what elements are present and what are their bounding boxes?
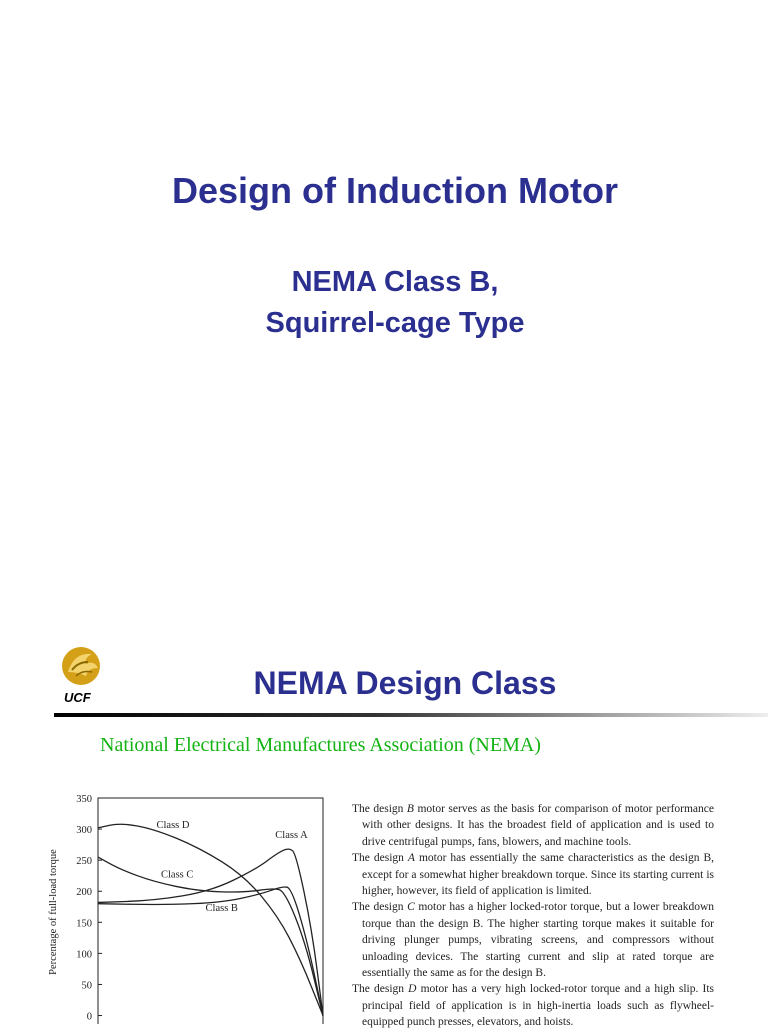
- design-class-descriptions: [352, 801, 714, 1031]
- design-paragraph: [352, 850, 714, 899]
- ucf-logo-text: UCF: [64, 690, 91, 705]
- paragraph-body: motor has a higher locked-rotor torque, but a lower breakdown torque than the design B. The higher starting torque makes it suitable for driving plunger pumps, vibrating screens, and compressors without unloading devices. The starting current and slip at rated torque are essentially the same as for the design B.: [362, 901, 715, 980]
- paragraph-body: motor has a very high locked-rotor torque and a high slip. Its principal field of application is in high-inertia loads such as flywheel-equipped punch presses, elevators, and hoists.: [362, 983, 714, 1029]
- slide-title: Design of Induction Motor: [172, 170, 618, 211]
- paragraph-body: motor has essentially the same characteristics as the design B, except for a somewhat higher breakdown torque. Since its starting current is higher, however, its field of application is limited.: [362, 852, 714, 898]
- series-label: Class A: [275, 829, 308, 841]
- design-letter: C: [407, 901, 415, 914]
- design-paragraph: [352, 899, 715, 981]
- slide-subtitle-line2: Squirrel-cage Type: [265, 307, 525, 339]
- series-line-class-d: [98, 824, 323, 1015]
- series-label: Class C: [161, 869, 194, 881]
- design-paragraph: [352, 981, 714, 1030]
- paragraph-lead: The design: [352, 803, 407, 815]
- title-divider: [54, 713, 768, 717]
- series-label: Class D: [156, 819, 190, 831]
- slide-subtitle-line1: NEMA Class B,: [291, 266, 499, 298]
- y-tick-label: 200: [76, 887, 92, 899]
- y-tick-label: 250: [76, 856, 92, 868]
- y-tick-label: 350: [76, 794, 92, 805]
- series-line-class-c: [98, 857, 323, 1015]
- y-axis-label: Percentage of full-load torque: [48, 849, 59, 975]
- paragraph-lead: The design: [352, 901, 408, 914]
- paragraph-lead: The design: [352, 852, 408, 865]
- y-tick-label: 100: [76, 949, 92, 961]
- y-tick-label: 150: [76, 918, 92, 930]
- section-title: NEMA Design Class: [253, 665, 557, 701]
- design-letter: A: [407, 852, 415, 865]
- y-tick-label: 300: [76, 825, 92, 837]
- series-label: Class B: [205, 903, 238, 915]
- paragraph-body: motor serves as the basis for comparison of motor performance with other designs. It has the broadest field of application and is used to drive centrifugal pumps, fans, blowers, and machine tools.: [362, 803, 714, 848]
- nema-subtitle: National Electrical Manufactures Association (NEMA): [100, 734, 541, 756]
- design-letter: D: [408, 983, 417, 996]
- paragraph-lead: The design: [352, 983, 409, 996]
- torque-speed-chart: [40, 790, 330, 1024]
- y-tick-label: 0: [86, 1011, 92, 1023]
- design-paragraph: [352, 801, 714, 850]
- y-tick-label: 50: [81, 980, 92, 992]
- design-letter: B: [406, 803, 414, 815]
